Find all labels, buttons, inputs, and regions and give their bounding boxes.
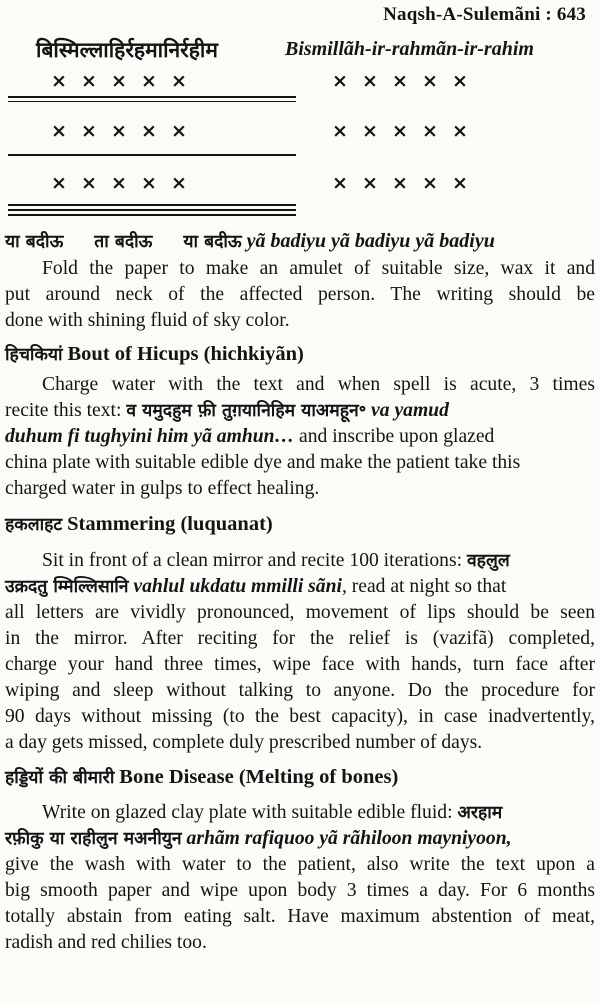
amulet-cross: ×	[392, 172, 408, 194]
amulet-cross: ×	[362, 172, 378, 194]
transliteration-run: arhãm rafiquoo yã rãhiloon mayniyoon,	[181, 828, 512, 849]
amulet-title-transliteration: Bismillãh-ir-rahmãn-ir-rahim	[285, 38, 534, 60]
paragraph-line: totally abstain from eating salt. Have maximum abstention of meat,	[5, 906, 595, 927]
amulet-cross: ×	[141, 70, 157, 92]
amulet-cross: ×	[141, 172, 157, 194]
heading-devanagari: हिचकियां	[5, 345, 63, 365]
section-heading-bone-disease	[5, 765, 398, 790]
heading-devanagari: हड्डियों की बीमारी	[5, 768, 115, 788]
amulet-cross: ×	[171, 120, 187, 142]
paragraph-line: radish and red chilies too.	[5, 932, 207, 953]
text-run: , read at night so that	[341, 576, 507, 597]
amulet-rule	[8, 204, 296, 206]
paragraph-line	[42, 801, 502, 825]
amulet-row-2-left	[44, 120, 194, 142]
amulet-cross: ×	[171, 172, 187, 194]
paragraph-line: in the mirror. After reciting for the relief is (vazifã) completed,	[5, 628, 595, 649]
badiyu-devanagari-3: या बदीऊ	[183, 232, 242, 252]
amulet-cross: ×	[452, 172, 468, 194]
amulet-cross: ×	[111, 120, 127, 142]
heading-english: Stammering (luquanat)	[67, 513, 273, 535]
paragraph-line: china plate with suitable edible dye and make the patient take this	[5, 452, 521, 473]
paragraph-line	[42, 549, 510, 573]
devanagari-run: अरहाम	[457, 803, 503, 823]
transliteration-run: va yamud	[366, 400, 449, 421]
transliteration-run: duhum fi tughyini him yã amhun…	[5, 426, 295, 447]
text-run: recite this text:	[5, 400, 127, 421]
amulet-cross: ×	[392, 120, 408, 142]
amulet-row-3-left	[44, 172, 194, 194]
amulet-rule	[8, 96, 296, 98]
paragraph-line	[5, 425, 494, 449]
paragraph-line: charge your hand three times, wipe face with hands, turn face after	[5, 654, 595, 675]
amulet-cross: ×	[81, 172, 97, 194]
amulet-row-1-right	[325, 70, 475, 92]
amulet-title-devanagari: बिस्मिल्लाहिर्रहमानिर्रहीम	[36, 38, 218, 62]
paragraph-line: Charge water with the text and when spell is acute, 3 times	[42, 374, 595, 395]
badiyu-devanagari-1: या बदीऊ	[5, 232, 64, 252]
amulet-row-1-left	[44, 70, 194, 92]
amulet-cross: ×	[81, 120, 97, 142]
amulet-cross: ×	[362, 120, 378, 142]
devanagari-run: रफ़ीकु या राहीलुन मअनीयुन	[5, 829, 182, 849]
heading-devanagari: हकलाहट	[5, 515, 63, 535]
amulet-cross: ×	[332, 120, 348, 142]
running-head: Naqsh-A-Sulemãni : 643	[383, 4, 586, 25]
paragraph-line: a day gets missed, complete duly prescribed number of days.	[5, 732, 483, 753]
paragraph-line	[5, 827, 512, 851]
amulet-rule	[8, 209, 296, 211]
devanagari-run: उक्रदतु म्मिल्लिसानि	[5, 577, 129, 597]
amulet-row-2-right	[325, 120, 475, 142]
amulet-cross: ×	[171, 70, 187, 92]
paragraph-line: 90 days without missing (to the best capacity), in case inadvertently,	[5, 706, 595, 727]
amulet-cross: ×	[452, 120, 468, 142]
amulet-cross: ×	[141, 120, 157, 142]
paragraph-line: give the wash with water to the patient, also write the text upon a	[5, 854, 595, 875]
paragraph-line: charged water in gulps to effect healing.	[5, 478, 320, 499]
text-run: and inscribe upon glazed	[294, 426, 495, 447]
amulet-rule	[8, 101, 296, 102]
devanagari-run: व यमुदहुम फ़ी तुग़यानिहिम याअमहून॰	[126, 401, 367, 421]
badiyu-line	[5, 229, 495, 254]
amulet-cross: ×	[81, 70, 97, 92]
amulet-cross: ×	[51, 172, 67, 194]
paragraph-line: all letters are vividly pronounced, movement of lips should be seen	[5, 602, 595, 623]
paragraph-line: put around neck of the affected person. The writing should be	[5, 284, 595, 305]
amulet-row-3-right	[325, 172, 475, 194]
paragraph-line: wiping and sleep without talking to anyone. Do the procedure for	[5, 680, 595, 701]
amulet-cross: ×	[51, 120, 67, 142]
amulet-cross: ×	[362, 70, 378, 92]
paragraph-line: big smooth paper and wipe upon body 3 times a day. For 6 months	[5, 880, 595, 901]
amulet-cross: ×	[332, 70, 348, 92]
text-run: Sit in front of a clean mirror and recite 100 iterations:	[42, 550, 467, 571]
heading-english: Bout of Hicups (hichkiyãn)	[67, 343, 304, 365]
paragraph-line	[5, 399, 449, 423]
amulet-cross: ×	[51, 70, 67, 92]
amulet-cross: ×	[332, 172, 348, 194]
badiyu-devanagari-2: ता बदीऊ	[94, 232, 153, 252]
amulet-cross: ×	[111, 172, 127, 194]
badiyu-transliteration: yã badiyu yã badiyu yã badiyu	[246, 230, 495, 252]
transliteration-run: vahlul ukdatu mmilli sãni	[128, 576, 342, 597]
heading-english: Bone Disease (Melting of bones)	[119, 766, 399, 788]
amulet-cross: ×	[111, 70, 127, 92]
amulet-rule	[8, 214, 296, 216]
amulet-cross: ×	[422, 120, 438, 142]
paragraph-line: done with shining fluid of sky color.	[5, 310, 290, 331]
section-heading-hicups	[5, 342, 304, 367]
amulet-cross: ×	[392, 70, 408, 92]
paragraph-line	[5, 575, 506, 599]
amulet-rule	[8, 154, 296, 156]
paragraph-line: Fold the paper to make an amulet of suitable size, wax it and	[42, 258, 595, 279]
section-heading-stammering	[5, 512, 273, 537]
amulet-cross: ×	[452, 70, 468, 92]
text-run: Write on glazed clay plate with suitable edible fluid:	[42, 802, 458, 823]
amulet-cross: ×	[422, 172, 438, 194]
amulet-cross: ×	[422, 70, 438, 92]
devanagari-run: वहलुल	[466, 551, 510, 571]
